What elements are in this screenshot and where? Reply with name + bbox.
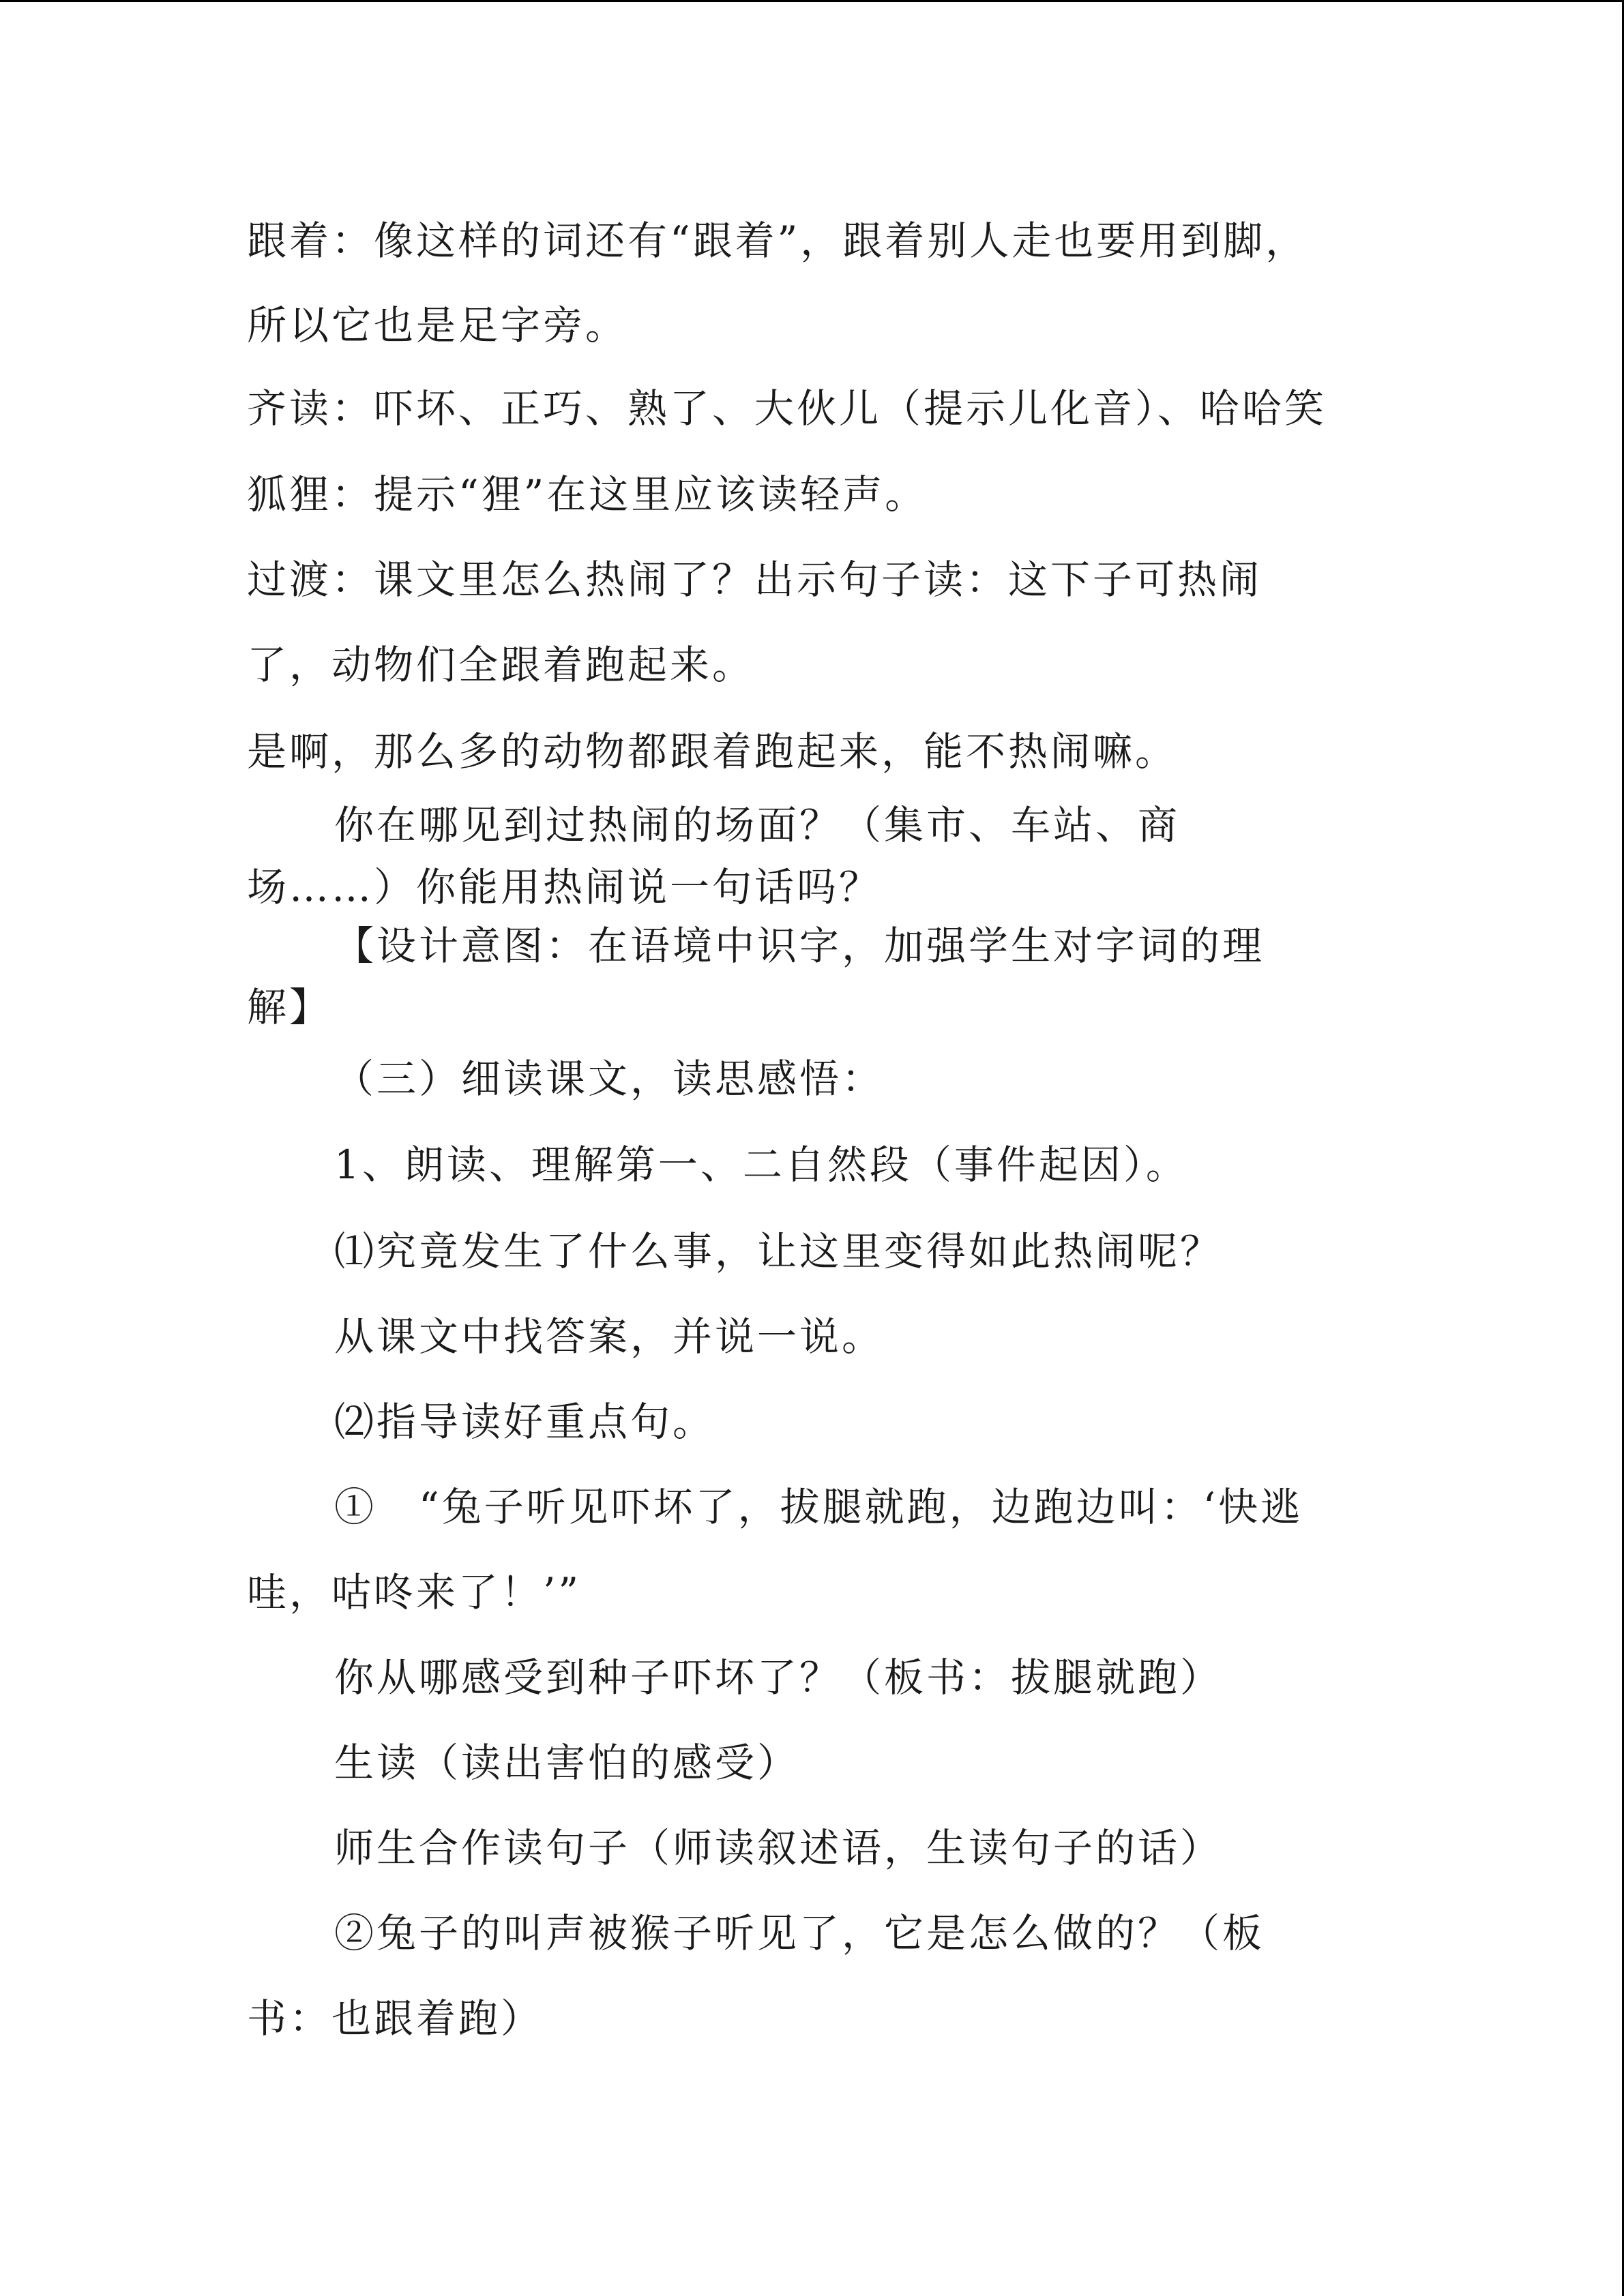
text-line: 了，动物们全跟着跑起来。 (247, 642, 755, 688)
text-line: ②兔子的叫声被猴子听见了，它是怎么做的？（板 (334, 1910, 1265, 1956)
text-line: 是啊，那么多的动物都跟着跑起来，能不热闹嘛。 (247, 728, 1178, 775)
text-line: ⑴究竟发生了什么事，让这里变得如此热闹呢？ (334, 1228, 1223, 1274)
text-line: 场……）你能用热闹说一句话吗？ (247, 864, 882, 910)
text-line: 从课文中找答案，并说一说。 (334, 1313, 885, 1360)
text-line: 跟着：像这样的词还有“跟着”，跟着别人走也要用到脚， (247, 218, 1308, 264)
text-line: 1、朗读、理解第一、二自然段（事件起因）。 (334, 1142, 1188, 1188)
text-line: ① “兔子听见吓坏了，拔腿就跑，边跑边叫：‘快逃 (334, 1484, 1303, 1530)
text-line: 【设计意图：在语境中识字，加强学生对字词的理 (334, 923, 1265, 969)
text-line: 齐读：吓坏、正巧、熟了、大伙儿（提示儿化音）、哈哈笑 (247, 385, 1327, 432)
text-line: 书：也跟着跑） (247, 1995, 544, 2042)
text-line: 生读（读出害怕的感受） (334, 1740, 800, 1786)
text-line: 狐狸：提示“狸”在这里应该读轻声。 (247, 471, 928, 518)
text-line: 过渡：课文里怎么热闹了？出示句子读：这下子可热闹 (247, 556, 1263, 603)
text-line: 所以它也是足字旁。 (247, 302, 628, 348)
text-line: 你在哪见到过热闹的场面？（集市、车站、商 (334, 802, 1181, 848)
section-heading: （三）细读课文，读思感悟： (334, 1056, 885, 1102)
text-line: 哇，咕咚来了！’” (247, 1569, 582, 1615)
text-line: ⑵指导读好重点句。 (334, 1399, 715, 1445)
text-line: 解】 (247, 984, 332, 1030)
text-line: 师生合作读句子（师读叙述语，生读句子的话） (334, 1825, 1223, 1871)
text-line: 你从哪感受到种子吓坏了？（板书：拔腿就跑） (334, 1654, 1223, 1701)
